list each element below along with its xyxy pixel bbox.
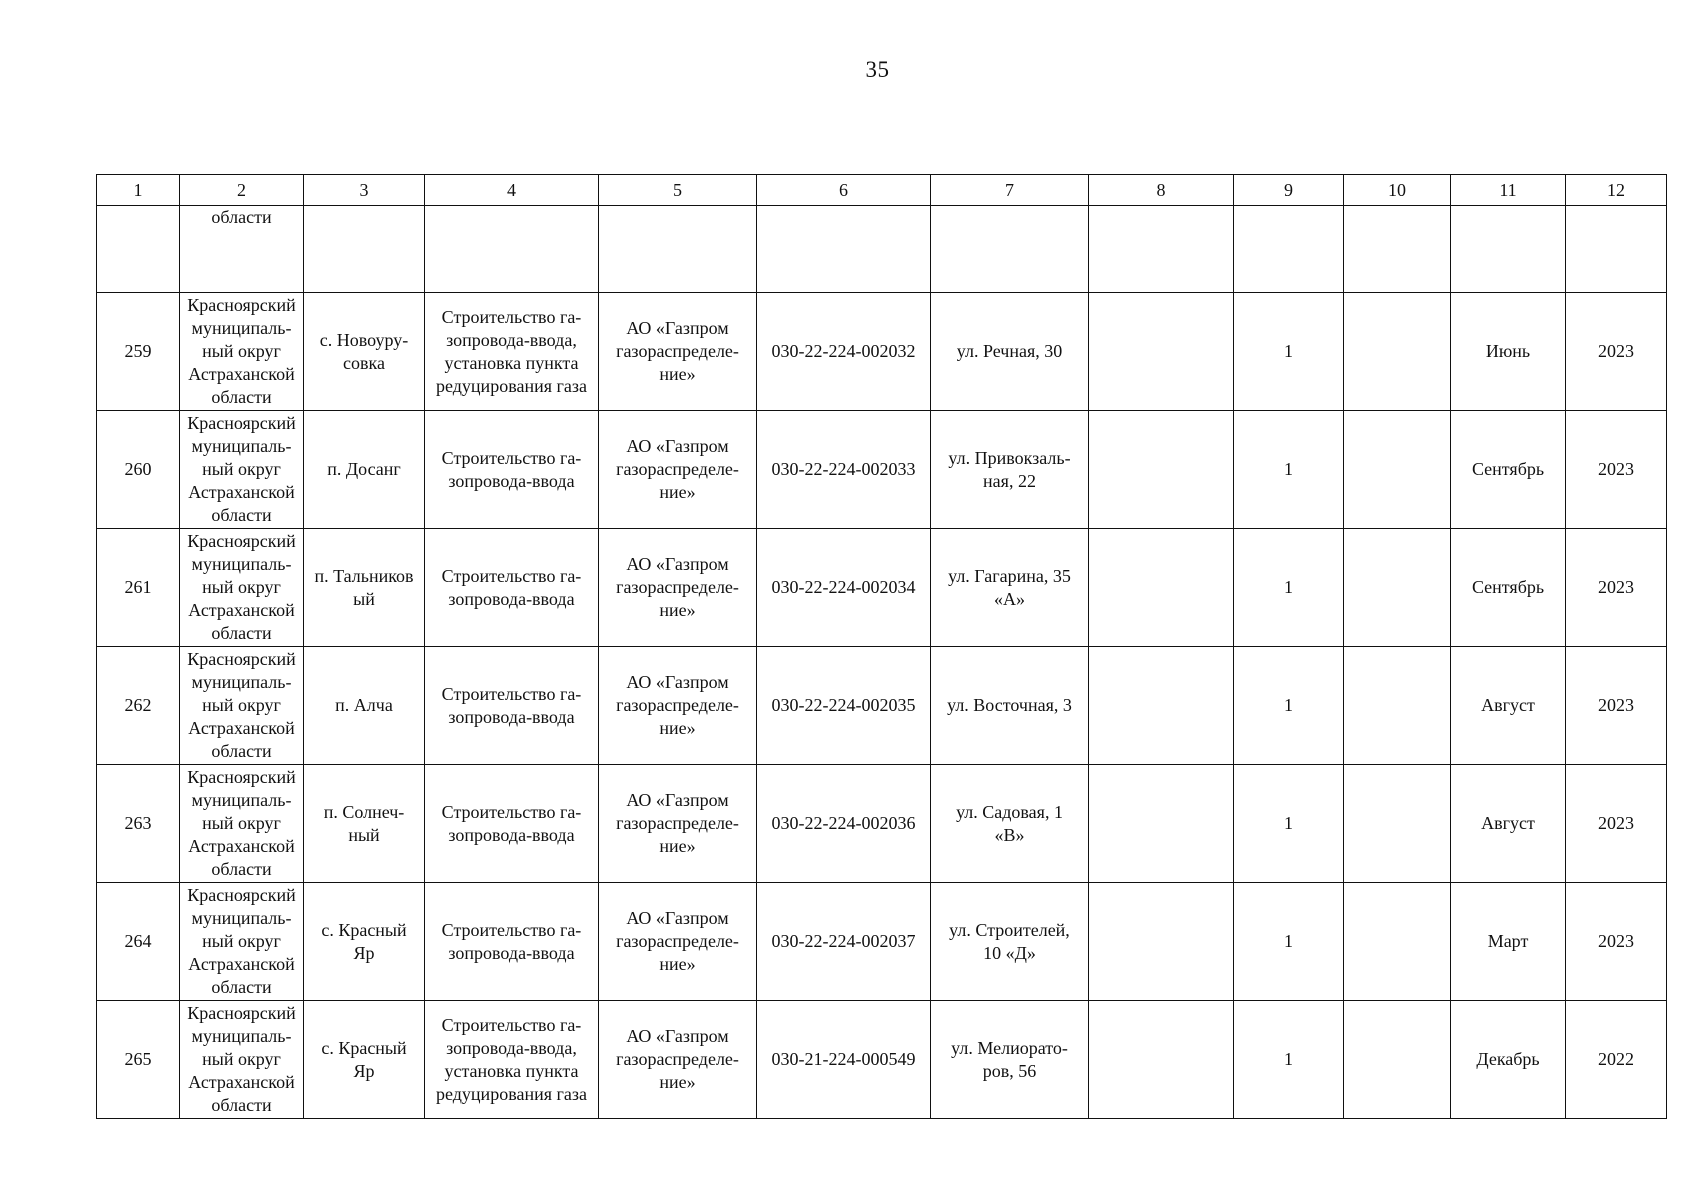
cell-text: 030-22-224-002033 — [771, 459, 916, 479]
cell-text: 1 — [1284, 341, 1293, 361]
cell-text: ул. Мелиорато- ров, 56 — [951, 1037, 1068, 1081]
cell-text: Сентябрь — [1471, 459, 1545, 479]
table-cell-col-11 — [1451, 1001, 1566, 1119]
cell-text: 2023 — [1598, 577, 1634, 597]
table-cell-col-7 — [931, 411, 1089, 529]
column-header-1: 1 — [97, 175, 180, 206]
continuation-cell — [304, 206, 425, 293]
table-cell-col-7 — [931, 647, 1089, 765]
data-table — [96, 174, 1667, 1119]
table-row — [97, 293, 1667, 411]
table-cell-col-5 — [599, 529, 757, 647]
cell-text: 2023 — [1598, 813, 1634, 833]
table-cell-col-9 — [1234, 411, 1344, 529]
table-row — [97, 411, 1667, 529]
cell-text: Строительство га- зопровода-ввода, установка пункта редуцирования газа — [436, 306, 587, 396]
table-cell-col-8 — [1089, 765, 1234, 883]
table-cell-col-9 — [1234, 529, 1344, 647]
cell-text: 1 — [1284, 931, 1293, 951]
cell-text: 259 — [124, 341, 152, 361]
column-header-12: 12 — [1566, 175, 1667, 206]
cell-text: 2023 — [1598, 341, 1634, 361]
cell-text: 1 — [1284, 577, 1293, 597]
cell-text: ул. Привокзаль- ная, 22 — [948, 447, 1071, 491]
cell-text: с. Красный Яр — [321, 1037, 407, 1081]
cell-text: Июнь — [1485, 341, 1531, 361]
table-cell-col-10 — [1344, 647, 1451, 765]
table-cell-col-5 — [599, 293, 757, 411]
table-cell-col-6 — [757, 293, 931, 411]
cell-text: с. Новоуру- совка — [319, 329, 409, 373]
table-cell-col-12 — [1566, 529, 1667, 647]
table-cell-col-7 — [931, 1001, 1089, 1119]
cell-text: 2023 — [1598, 459, 1634, 479]
table-cell-col-6 — [757, 647, 931, 765]
cell-text: Красноярский муниципаль- ный округ Астраханской области — [187, 531, 296, 643]
table-cell-col-12 — [1566, 883, 1667, 1001]
table-cell-col-11 — [1451, 529, 1566, 647]
table-cell-col-12 — [1566, 411, 1667, 529]
table-cell-col-3 — [304, 293, 425, 411]
table-cell-col-8 — [1089, 529, 1234, 647]
cell-text: ул. Строителей, 10 «Д» — [949, 919, 1070, 963]
table-cell-col-3 — [304, 411, 425, 529]
table-cell-col-2 — [180, 411, 304, 529]
table-row — [97, 647, 1667, 765]
table-cell-col-8 — [1089, 411, 1234, 529]
cell-text: Красноярский муниципаль- ный округ Астраханской области — [187, 649, 296, 761]
cell-text: Сентябрь — [1471, 577, 1545, 597]
table-cell-col-4 — [425, 1001, 599, 1119]
table-cell-col-5 — [599, 765, 757, 883]
table-cell-col-8 — [1089, 1001, 1234, 1119]
table-cell-col-12 — [1566, 765, 1667, 883]
continuation-cell — [425, 206, 599, 293]
cell-text: области — [211, 207, 272, 227]
table-cell-col-10 — [1344, 883, 1451, 1001]
cell-text: 030-22-224-002035 — [771, 695, 916, 715]
table-cell-col-1 — [97, 765, 180, 883]
continuation-cell — [757, 206, 931, 293]
table-cell-col-9 — [1234, 765, 1344, 883]
page-number: 35 — [865, 57, 890, 82]
cell-text: п. Алча — [335, 695, 393, 715]
table-cell-col-1 — [97, 883, 180, 1001]
column-header-9: 9 — [1234, 175, 1344, 206]
cell-text: п. Тальников ый — [314, 565, 414, 609]
table-cell-col-11 — [1451, 411, 1566, 529]
table-cell-col-9 — [1234, 293, 1344, 411]
cell-text: 1 — [1284, 813, 1293, 833]
cell-text: Август — [1481, 813, 1535, 833]
cell-text: ул. Гагарина, 35 «А» — [948, 565, 1071, 609]
table-cell-col-3 — [304, 765, 425, 883]
cell-text: Строительство га- зопровода-ввода — [441, 801, 582, 845]
table-row — [97, 1001, 1667, 1119]
table-cell-col-6 — [757, 883, 931, 1001]
table-cell-col-11 — [1451, 293, 1566, 411]
table-cell-col-2 — [180, 529, 304, 647]
table-cell-col-5 — [599, 883, 757, 1001]
table-cell-col-4 — [425, 647, 599, 765]
column-header-7: 7 — [931, 175, 1089, 206]
table-cell-col-2 — [180, 883, 304, 1001]
table-cell-col-10 — [1344, 411, 1451, 529]
cell-text: Строительство га- зопровода-ввода — [441, 565, 582, 609]
table-cell-col-9 — [1234, 883, 1344, 1001]
cell-text: Строительство га- зопровода-ввода — [441, 919, 582, 963]
column-header-4: 4 — [425, 175, 599, 206]
table-cell-col-4 — [425, 883, 599, 1001]
continuation-cell — [931, 206, 1089, 293]
continuation-cell — [1344, 206, 1451, 293]
table-cell-col-12 — [1566, 647, 1667, 765]
cell-text: 261 — [124, 577, 152, 597]
continuation-cell — [1089, 206, 1234, 293]
continuation-cell — [1451, 206, 1566, 293]
cell-text: 262 — [124, 695, 152, 715]
continuation-cell — [1234, 206, 1344, 293]
table-cell-col-12 — [1566, 293, 1667, 411]
table-cell-col-3 — [304, 1001, 425, 1119]
cell-text: Строительство га- зопровода-ввода, установка пункта редуцирования газа — [436, 1014, 587, 1104]
table-cell-col-4 — [425, 293, 599, 411]
table-cell-col-7 — [931, 765, 1089, 883]
table-cell-col-10 — [1344, 1001, 1451, 1119]
continuation-cell — [1566, 206, 1667, 293]
table-cell-col-8 — [1089, 883, 1234, 1001]
table-cell-col-4 — [425, 411, 599, 529]
table-cell-col-9 — [1234, 647, 1344, 765]
cell-text: 1 — [1284, 459, 1293, 479]
table-cell-col-1 — [97, 1001, 180, 1119]
cell-text: 030-22-224-002036 — [771, 813, 916, 833]
cell-text: Строительство га- зопровода-ввода — [441, 683, 582, 727]
table-cell-col-2 — [180, 765, 304, 883]
cell-text: 263 — [124, 813, 152, 833]
cell-text: 030-22-224-002032 — [771, 341, 916, 361]
table-cell-col-3 — [304, 647, 425, 765]
table-cell-col-1 — [97, 293, 180, 411]
cell-text: 260 — [124, 459, 152, 479]
cell-text: Красноярский муниципаль- ный округ Астраханской области — [187, 295, 296, 407]
table-cell-col-11 — [1451, 647, 1566, 765]
cell-text: Строительство га- зопровода-ввода — [441, 447, 582, 491]
column-header-2: 2 — [180, 175, 304, 206]
table-cell-col-6 — [757, 529, 931, 647]
cell-text: 030-22-224-002037 — [771, 931, 916, 951]
column-header-5: 5 — [599, 175, 757, 206]
table-cell-col-5 — [599, 1001, 757, 1119]
table-row — [97, 529, 1667, 647]
cell-text: 265 — [124, 1049, 152, 1069]
column-header-11: 11 — [1451, 175, 1566, 206]
table-cell-col-2 — [180, 1001, 304, 1119]
table-cell-col-10 — [1344, 293, 1451, 411]
cell-text: АО «Газпром газораспределе- ние» — [616, 318, 739, 384]
cell-text: АО «Газпром газораспределе- ние» — [616, 790, 739, 856]
cell-text: АО «Газпром газораспределе- ние» — [616, 908, 739, 974]
table-cell-col-6 — [757, 1001, 931, 1119]
table-cell-col-4 — [425, 529, 599, 647]
cell-text: ул. Садовая, 1 «В» — [956, 801, 1063, 845]
table-cell-col-7 — [931, 883, 1089, 1001]
cell-text: Март — [1487, 931, 1529, 951]
cell-text: 030-22-224-002034 — [771, 577, 916, 597]
table-cell-col-3 — [304, 883, 425, 1001]
cell-text: АО «Газпром газораспределе- ние» — [616, 1026, 739, 1092]
table-cell-col-8 — [1089, 293, 1234, 411]
table-cell-col-1 — [97, 529, 180, 647]
table-cell-col-1 — [97, 647, 180, 765]
cell-text: АО «Газпром газораспределе- ние» — [616, 672, 739, 738]
cell-text: 2023 — [1598, 931, 1634, 951]
table-cell-col-11 — [1451, 883, 1566, 1001]
cell-text: ул. Восточная, 3 — [947, 695, 1072, 715]
header-row — [97, 175, 1667, 206]
cell-text: 1 — [1284, 1049, 1293, 1069]
table-cell-col-6 — [757, 411, 931, 529]
cell-text: Красноярский муниципаль- ный округ Астраханской области — [187, 767, 296, 879]
cell-text: 2023 — [1598, 695, 1634, 715]
table-cell-col-2 — [180, 647, 304, 765]
column-header-10: 10 — [1344, 175, 1451, 206]
table-cell-col-1 — [97, 411, 180, 529]
cell-text: Красноярский муниципаль- ный округ Астраханской области — [187, 885, 296, 997]
cell-text: п. Досанг — [327, 459, 401, 479]
continuation-cell — [180, 206, 304, 293]
cell-text: п. Солнеч- ный — [323, 801, 405, 845]
table-cell-col-9 — [1234, 1001, 1344, 1119]
table-cell-col-3 — [304, 529, 425, 647]
column-header-3: 3 — [304, 175, 425, 206]
table-cell-col-4 — [425, 765, 599, 883]
cell-text: 2022 — [1598, 1049, 1634, 1069]
cell-text: с. Красный Яр — [321, 919, 407, 963]
table-cell-col-10 — [1344, 765, 1451, 883]
cell-text: ул. Речная, 30 — [956, 341, 1063, 361]
cell-text: Август — [1481, 695, 1535, 715]
cell-text: Декабрь — [1476, 1049, 1540, 1069]
table-cell-col-5 — [599, 411, 757, 529]
table-cell-col-7 — [931, 293, 1089, 411]
table-row — [97, 883, 1667, 1001]
cell-text: 264 — [124, 931, 152, 951]
table-cell-col-8 — [1089, 647, 1234, 765]
table-cell-col-7 — [931, 529, 1089, 647]
cell-text: Красноярский муниципаль- ный округ Астраханской области — [187, 1003, 296, 1115]
table-cell-col-11 — [1451, 765, 1566, 883]
continuation-cell — [599, 206, 757, 293]
cell-text: 1 — [1284, 695, 1293, 715]
cell-text: 030-21-224-000549 — [771, 1049, 916, 1069]
table-row — [97, 765, 1667, 883]
column-header-6: 6 — [757, 175, 931, 206]
cell-text: АО «Газпром газораспределе- ние» — [616, 436, 739, 502]
table-cell-col-5 — [599, 647, 757, 765]
table-cell-col-6 — [757, 765, 931, 883]
cell-text: Красноярский муниципаль- ный округ Астраханской области — [187, 413, 296, 525]
continuation-cell — [97, 206, 180, 293]
cell-text: АО «Газпром газораспределе- ние» — [616, 554, 739, 620]
table-cell-col-2 — [180, 293, 304, 411]
table-cell-col-10 — [1344, 529, 1451, 647]
continuation-row — [97, 206, 1667, 293]
table-cell-col-12 — [1566, 1001, 1667, 1119]
column-header-8: 8 — [1089, 175, 1234, 206]
